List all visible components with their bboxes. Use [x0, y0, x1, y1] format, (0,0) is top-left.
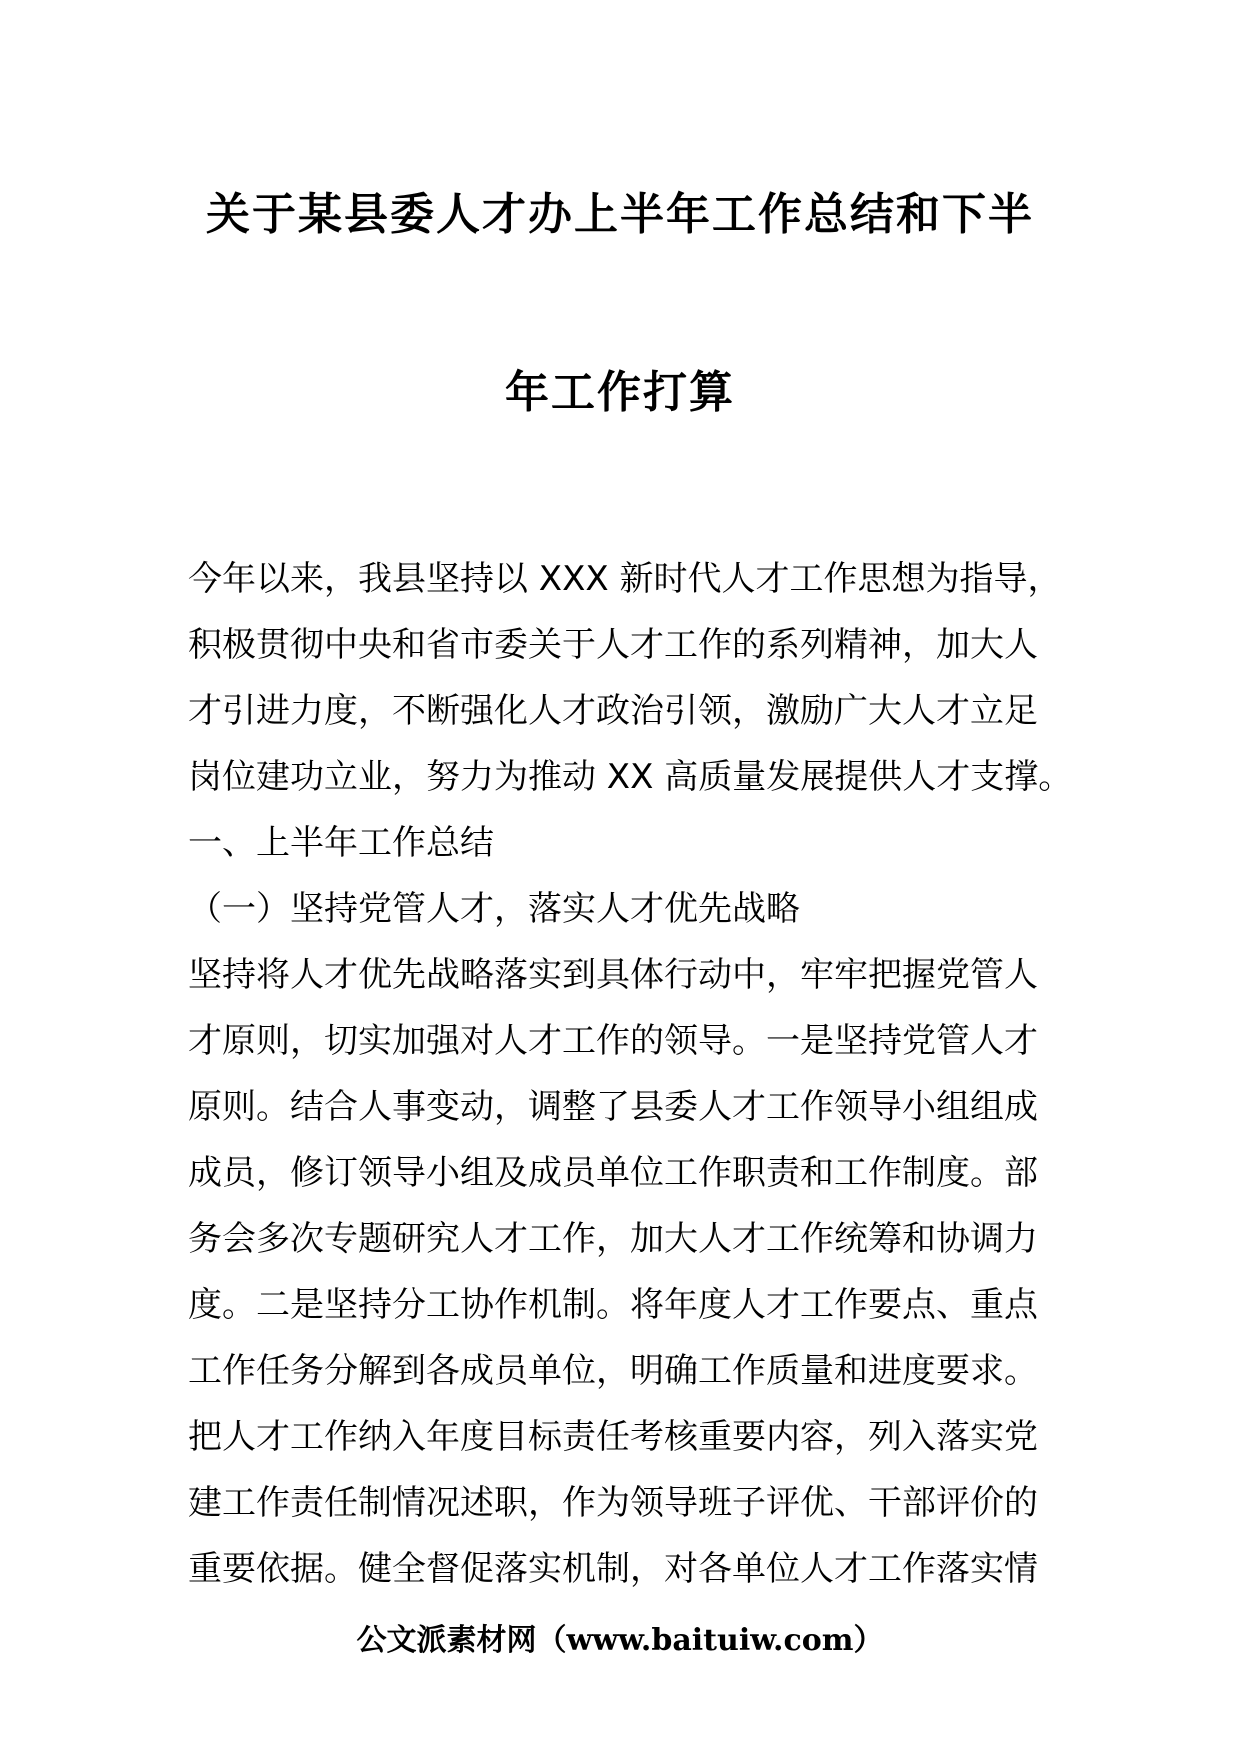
- body-line: 把人才工作纳入年度目标责任考核重要内容，列入落实党: [188, 1417, 1038, 1457]
- subsection-heading-1: （一）坚持党管人才，落实人才优先战略: [188, 889, 800, 929]
- document-title-line-1: 关于某县委人才办上半年工作总结和下半: [206, 189, 1034, 240]
- body-line: 度。二是坚持分工协作机制。将年度人才工作要点、重点: [188, 1285, 1038, 1325]
- body-line-intro-3: 才引进力度，不断强化人才政治引领，激励广大人才立足: [188, 691, 1038, 731]
- section-heading-1: 一、上半年工作总结: [188, 823, 494, 863]
- body-line-intro-2: 积极贯彻中央和省市委关于人才工作的系列精神，加大人: [188, 625, 1038, 665]
- body-line: 坚持将人才优先战略落实到具体行动中，牢牢把握党管人: [188, 955, 1038, 995]
- body-line-intro-1: 今年以来，我县坚持以 XXX 新时代人才工作思想为指导，: [188, 559, 1062, 599]
- body-line: 建工作责任制情况述职，作为领导班子评优、干部评价的: [188, 1483, 1038, 1523]
- body-line: 才原则，切实加强对人才工作的领导。一是坚持党管人才: [188, 1021, 1038, 1061]
- body-line-intro-4: 岗位建功立业，努力为推动 XX 高质量发展提供人才支撑。: [188, 757, 1073, 797]
- body-line: 重要依据。健全督促落实机制，对各单位人才工作落实情: [188, 1549, 1038, 1589]
- body-line: 成员，修订领导小组及成员单位工作职责和工作制度。部: [188, 1153, 1038, 1193]
- body-line: 务会多次专题研究人才工作，加大人才工作统筹和协调力: [188, 1219, 1038, 1259]
- body-line: 原则。结合人事变动，调整了县委人才工作领导小组组成: [188, 1087, 1038, 1127]
- document-body: [188, 546, 1073, 1602]
- body-line: 工作任务分解到各成员单位，明确工作质量和进度要求。: [188, 1351, 1038, 1391]
- footer-watermark: 公文派素材网（www.baituiw.com）: [356, 1623, 884, 1658]
- document-title-line-2: 年工作打算: [505, 367, 735, 418]
